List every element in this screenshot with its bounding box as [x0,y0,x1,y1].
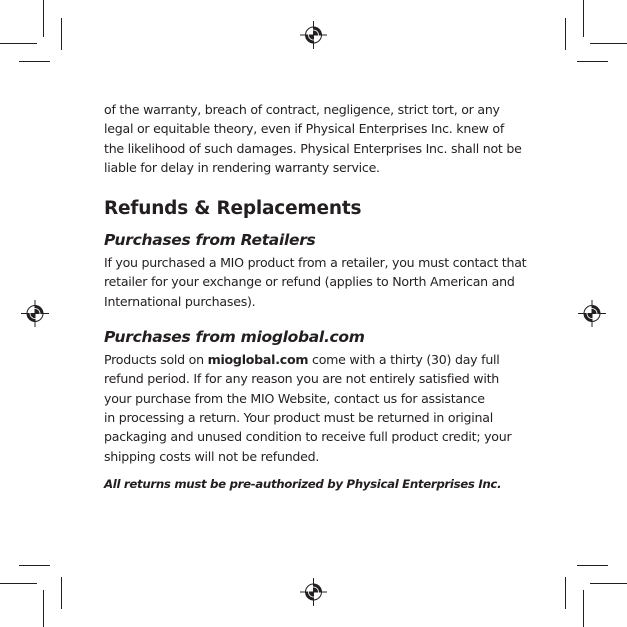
online-paragraph [104,350,529,466]
intro-line: legal or equitable theory, even if Physical Enterprises Inc. knew of [104,121,505,137]
registration-mark-left-icon [21,300,49,327]
online-line: packaging and unused condition to receive full product credit; your [104,429,512,445]
page-content [104,100,529,493]
registration-mark-right-icon [578,300,606,327]
online-heading: Purchases from mioglobal.com [104,328,365,347]
registration-mark-bottom-icon [300,578,327,606]
retailers-heading: Purchases from Retailers [104,231,316,250]
online-line: shipping costs will not be refunded. [104,448,320,464]
online-first-line [104,350,529,369]
retailers-line: International purchases). [104,293,256,309]
section-title: Refunds & Replacements [104,198,362,220]
registration-mark-top-icon [300,21,327,49]
online-line-suffix: come with a thirty (30) day full [308,352,500,368]
retailers-line: If you purchased a MIO product from a retailer, you must contact that [104,255,527,271]
preauthorization-notice: All returns must be pre-authorized by Physical Enterprises Inc. [104,476,502,491]
retailers-paragraph [104,253,529,311]
intro-paragraph [104,100,529,177]
intro-line: liable for delay in rendering warranty service. [104,159,380,175]
online-line: refund period. If for any reason you are not entirely satisfied with [104,371,499,387]
online-line: your purchase from the MIO Website, contact us for assistance [104,390,485,406]
online-line: in processing a return. Your product must be returned in original [104,409,493,425]
mioglobal-link-text: mioglobal.com [207,352,309,368]
intro-line: the likelihood of such damages. Physical Enterprises Inc. shall not be [104,140,522,156]
retailers-line: retailer for your exchange or refund (applies to North American and [104,274,515,290]
online-line-prefix: Products sold on [104,352,208,368]
intro-line: of the warranty, breach of contract, negligence, strict tort, or any [104,102,500,117]
